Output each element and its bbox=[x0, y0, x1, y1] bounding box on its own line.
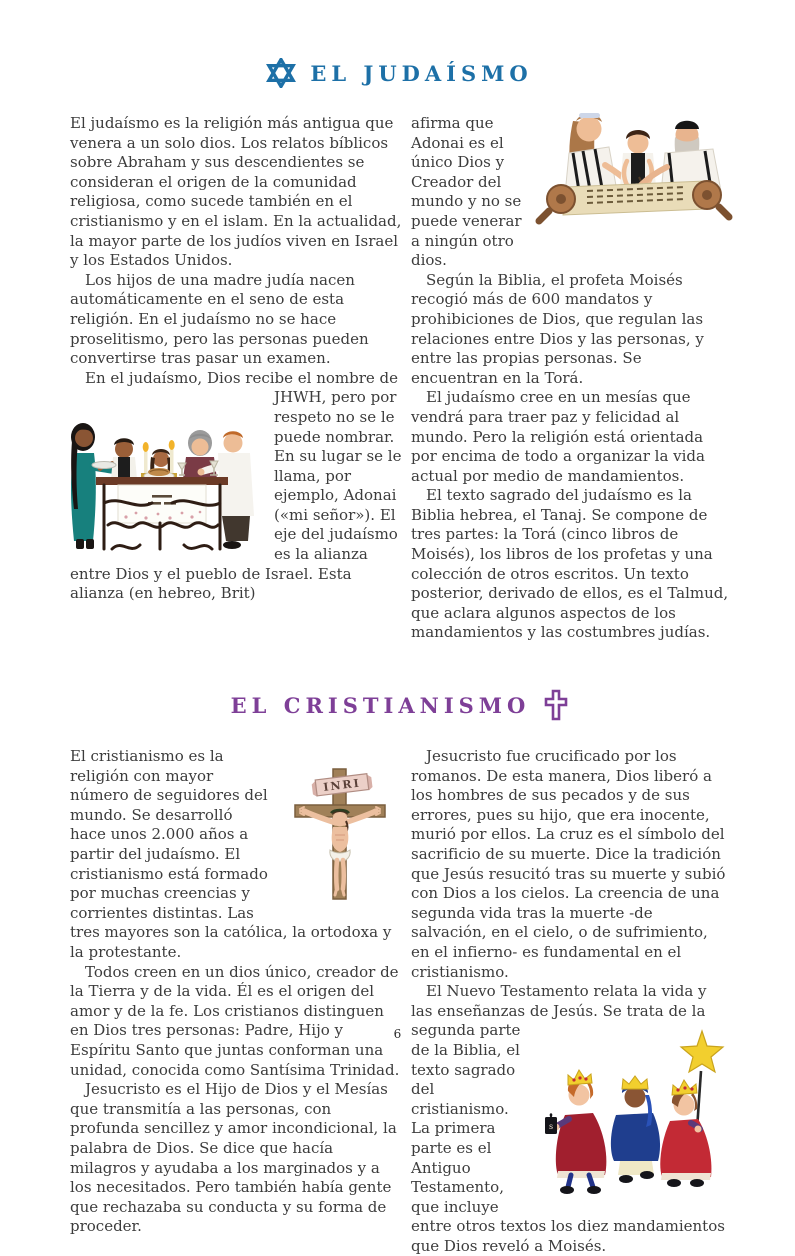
judaism-columns bbox=[70, 114, 729, 643]
christianity-left-column bbox=[70, 747, 402, 1256]
torah-reading-illustration bbox=[535, 87, 733, 229]
christianity-paragraph: Todos creen en un dios único, creador de la Tierra y de la vida. Él es el origen del amor y de la fe. Los cristianos distinguen en Dios tres personas: Padre, Hijo y Espíritu Santo que juntas conforman una unidad, conocida como Santísima Trinidad. bbox=[70, 962, 400, 1079]
christianity-paragraph-text: de la segunda parte de la Biblia, el texto sagrado del cristianismo. La primera parte es el Antiguo Testamento, que incluye entre otros textos los diez mandamientos que Dios reveló a Moisés. bbox=[411, 1001, 725, 1255]
inri-label: INRI bbox=[322, 776, 362, 795]
three-kings-illustration bbox=[541, 1023, 731, 1205]
crucifix-illustration bbox=[282, 749, 398, 909]
christianity-section bbox=[70, 689, 729, 1256]
judaism-left-column bbox=[70, 114, 402, 643]
judaism-paragraph-text: En el judaísmo, Dios recibe el nombre de JHWH, bbox=[85, 368, 399, 407]
judaism-section bbox=[70, 58, 729, 643]
svg-text:s: s bbox=[548, 1122, 554, 1132]
christianity-columns bbox=[70, 747, 729, 1256]
christianity-right-column bbox=[411, 747, 729, 1256]
christianity-paragraph: El cristianismo es la religión con mayor número de seguidores del mundo. Se desarrolló hace unos 2.000 años a partir del judaísmo. El cristianismo está formado por muchas creencias y corrientes distintas. Las tres mayores son la católica, la ortodoxa y la protestante. bbox=[70, 747, 392, 961]
christianity-paragraph bbox=[411, 982, 729, 1256]
cross-icon bbox=[544, 689, 568, 721]
judaism-paragraph: afirma que Adonai es el único Dios y Creador del mundo y no se puede venerar a ningún otro dios. bbox=[411, 114, 522, 270]
judaism-title: EL JUDAÍSMO bbox=[310, 60, 533, 86]
judaism-paragraph: Según la Biblia, el profeta Moisés recogió más de 600 mandatos y prohibiciones de Dios, que regulan las relaciones entre Dios y las personas, y entre las propias personas. Se encuentran en la Torá. bbox=[411, 270, 704, 387]
judaism-paragraph: El judaísmo cree en un mesías que vendrá para traer paz y felicidad al mundo. Pero la religión está orientada por encima de todo a organizar la vida actual por medio de mandamientos. bbox=[411, 388, 705, 485]
shabbat-dinner-illustration bbox=[60, 391, 262, 555]
christianity-title: EL CRISTIANISMO bbox=[230, 692, 531, 718]
christianity-paragraph: Jesucristo fue crucificado por los romanos. De esta manera, Dios liberó a los hombres de sus pecados y de sus errores, pues su hijo, que era inocente, murió por ellos. La cruz es el símbolo del sacrificio de su muerte. Dice la tradición que Jesús resucitó tras su muerte y subió con Dios a los cielos. La creencia de una segunda vida tras la muerte -de salvación, en el cielo, o de sufrimiento, en el infierno- es fundamental en el cristianismo. bbox=[411, 747, 726, 981]
judaism-right-column bbox=[411, 114, 729, 643]
shabbat-dinner-image bbox=[60, 391, 262, 555]
three-kings-image bbox=[541, 1023, 731, 1205]
star-of-david-icon bbox=[266, 58, 296, 88]
judaism-paragraph: El judaísmo es la religión más antigua que venera a un solo dios. Los relatos bíblicos sobre Abraham y sus descendientes se consideran el origen de la comunidad religiosa, como sucede también en el cristianismo y en el islam. En la actualidad, la mayor parte de los judíos viven en Israel y los Estados Unidos. bbox=[70, 114, 402, 270]
christianity-paragraph: Jesucristo es el Hijo de Dios y el Mesías que transmitía a las personas, con profunda sencillez y amor incondicional, la palabra de Dios. Se dice que hacía milagros y ayudaba a los marginados y a los necesitados. Pero también había gente que rechazaba su conducta y su forma de proceder. bbox=[70, 1080, 397, 1236]
judaism-paragraph: El texto sagrado del judaísmo es la Biblia hebrea, el Tanaj. Se compone de tres partes: la Torá (cinco libros de Moisés), los libros de los profetas y una colección de otros escritos. Un texto posterior, derivado de ellos, es el Talmud, que aclara algunos aspectos de los mandamientos y las costumbres judías. bbox=[411, 486, 729, 642]
page-number: 6 bbox=[393, 1027, 402, 1041]
christianity-heading bbox=[70, 689, 729, 721]
judaism-paragraph-text: pero por respeto no se le puede nombrar. En su lugar se le llama, por ejemplo, Adonai («mi señor»). El eje del judaísmo es la alianza entre Dios y el pueblo de Israel. Esta alianza (en hebreo, Brit) bbox=[70, 388, 402, 603]
torah-reading-image bbox=[535, 87, 733, 229]
christianity-paragraph-text: El Nuevo Testamento relata la vida y las enseñanzas de Jesús. Se trata bbox=[411, 982, 707, 1020]
judaism-paragraph bbox=[70, 369, 402, 604]
crucifix-image bbox=[282, 749, 398, 909]
judaism-heading bbox=[70, 58, 729, 88]
judaism-paragraph: Los hijos de una madre judía nacen automáticamente en el seno de esta religión. En el judaísmo no se hace proselitismo, pero las personas pueden convertirse tras pasar un examen. bbox=[70, 270, 369, 368]
